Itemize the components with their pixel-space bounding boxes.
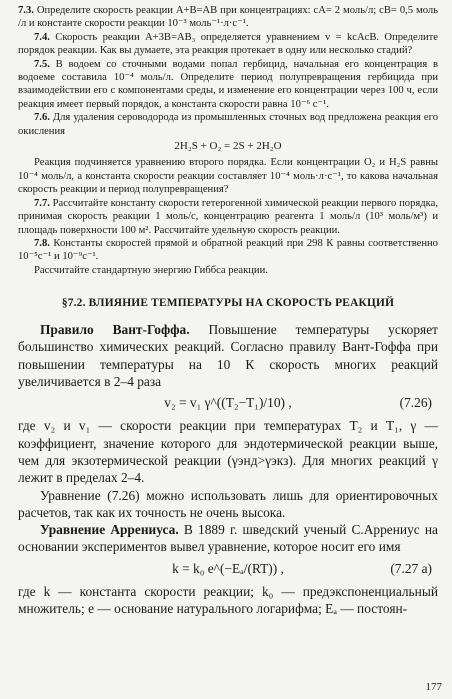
problem-7-5 — [18, 58, 438, 112]
section-body — [18, 321, 438, 617]
problem-number: 7.8. — [34, 237, 50, 249]
arrhenius-explanation: где k — константа скорости реакции; k₀ — предэкспоненциальный множитель; e — основание натурального логарифма; Eₐ — постоян- — [18, 583, 438, 616]
problem-7-8 — [18, 237, 438, 264]
problem-number: 7.6. — [34, 112, 50, 124]
problem-7-7 — [18, 197, 438, 237]
problem-number: 7.3. — [18, 5, 34, 16]
arrhenius-intro: В 1889 г. шведский ученый С.Аррениус на основании экспериментов вывел уравнение, которое носит его имя — [18, 522, 438, 555]
problem-number: 7.5. — [34, 58, 50, 70]
problem-number: 7.4. — [34, 31, 50, 43]
oxidation-equation: 2H₂S + O₂ = 2S + 2H₂O — [174, 140, 282, 153]
problem-number: 7.7. — [34, 197, 50, 209]
problem-7-6 — [18, 111, 438, 138]
problem-7-8-cont — [18, 264, 438, 277]
formula-number: (7.26) — [399, 395, 432, 411]
vant-hoff-intro: Повышение температуры ускоряет большинство химических реакций. Согласно правилу Вант-Гоффа при повышении температуры на 10 К скорость многих реакций увеличивается в 2–4 раза — [18, 322, 438, 390]
problem-text: Реакция подчиняется уравнению второго порядка. Если концентрации O₂ и H₂S равны 10⁻⁴ моль/л, а константа скорости реакции составляет 10⁻⁴ моль·л·с⁻¹, то какова начальная скорость реакции и период полупревращения? — [18, 157, 438, 196]
problem-text: Определите скорость реакции A+B=AB при концентрациях: cA= 2 моль/л; cB= 0,5 моль /л и константе скорости реакции 10⁻³ моль⁻¹·л·с⁻¹. — [18, 5, 438, 30]
section-title: §7.2. ВЛИЯНИЕ ТЕМПЕРАТУРЫ НА СКОРОСТЬ РЕАКЦИЙ — [61, 297, 395, 310]
problems-block — [18, 4, 438, 277]
problem-7-6-cont — [18, 156, 438, 196]
problem-text: Константы скоростей прямой и обратной реакций при 298 К равны соответственно 10⁻⁵с⁻¹ и 10⁻⁹с⁻¹. — [18, 237, 438, 263]
problem-7-3 — [18, 4, 438, 31]
problem-text: Рассчитайте константу скорости гетерогенной химической реакции первого порядка, принимая скорость реакции 1 моль/с, концентрацию реагента 1 моль/л (10³ моль/м³) и площадь поверхности 100 м². Рассчитайте удельную скорость реакции. — [18, 197, 438, 236]
problem-text: Скорость реакции A+3B=AB₃ определяется уравнением v = kcAcB. Определите порядок реакции. Как вы думаете, эта реакция протекает в одну или несколько стадий? — [18, 31, 438, 57]
vant-hoff-usage: Уравнение (7.26) можно использовать лишь для ориентировочных расчетов, так как их точность не очень высока. — [18, 487, 438, 520]
problem-text: В водоем со сточными водами попал гербицид, начальная его концентрация в водоеме составила 10⁻⁴ моль/л. Определите период полупревращения гербицида при взаимодействии его с компонентами среды, и изменение его концентрации через 100 ч, если реакция имеет первый порядок, а константа скорости равна 10⁻⁶ с⁻¹. — [18, 58, 438, 110]
page-number: 177 — [425, 681, 442, 693]
book-page — [0, 4, 452, 699]
arrhenius-paragraph — [18, 521, 438, 556]
vant-hoff-paragraph — [18, 321, 438, 390]
formula-number: (7.27 а) — [390, 560, 432, 576]
formula-text: v₂ = v₁ γ^((T₂−T₁)/10) , — [164, 395, 292, 411]
vant-hoff-term: Правило Вант-Гоффа. — [40, 322, 190, 338]
problem-7-4 — [18, 31, 438, 58]
problem-text: Для удаления сероводорода из промышленных сточных вод предложена реакция его окисления — [18, 112, 438, 137]
problem-text: Рассчитайте стандартную энергию Гиббса реакции. — [34, 264, 268, 276]
formula-7-27a — [18, 558, 438, 580]
formula-7-26 — [18, 392, 438, 414]
formula-text: k = k₀ e^(−Eₐ/(RT)) , — [172, 560, 284, 576]
vant-hoff-explanation: где v₂ и v₁ — скорости реакции при температурах T₂ и T₁, γ — коэффициент, значение которого для эндотермической реакции выше, чем для экзотермической реакции (γэнд>γэкз). Для многих реакций γ лежит в пределах 2–4. — [18, 418, 438, 486]
arrhenius-term: Уравнение Аррениуса. — [40, 522, 179, 538]
